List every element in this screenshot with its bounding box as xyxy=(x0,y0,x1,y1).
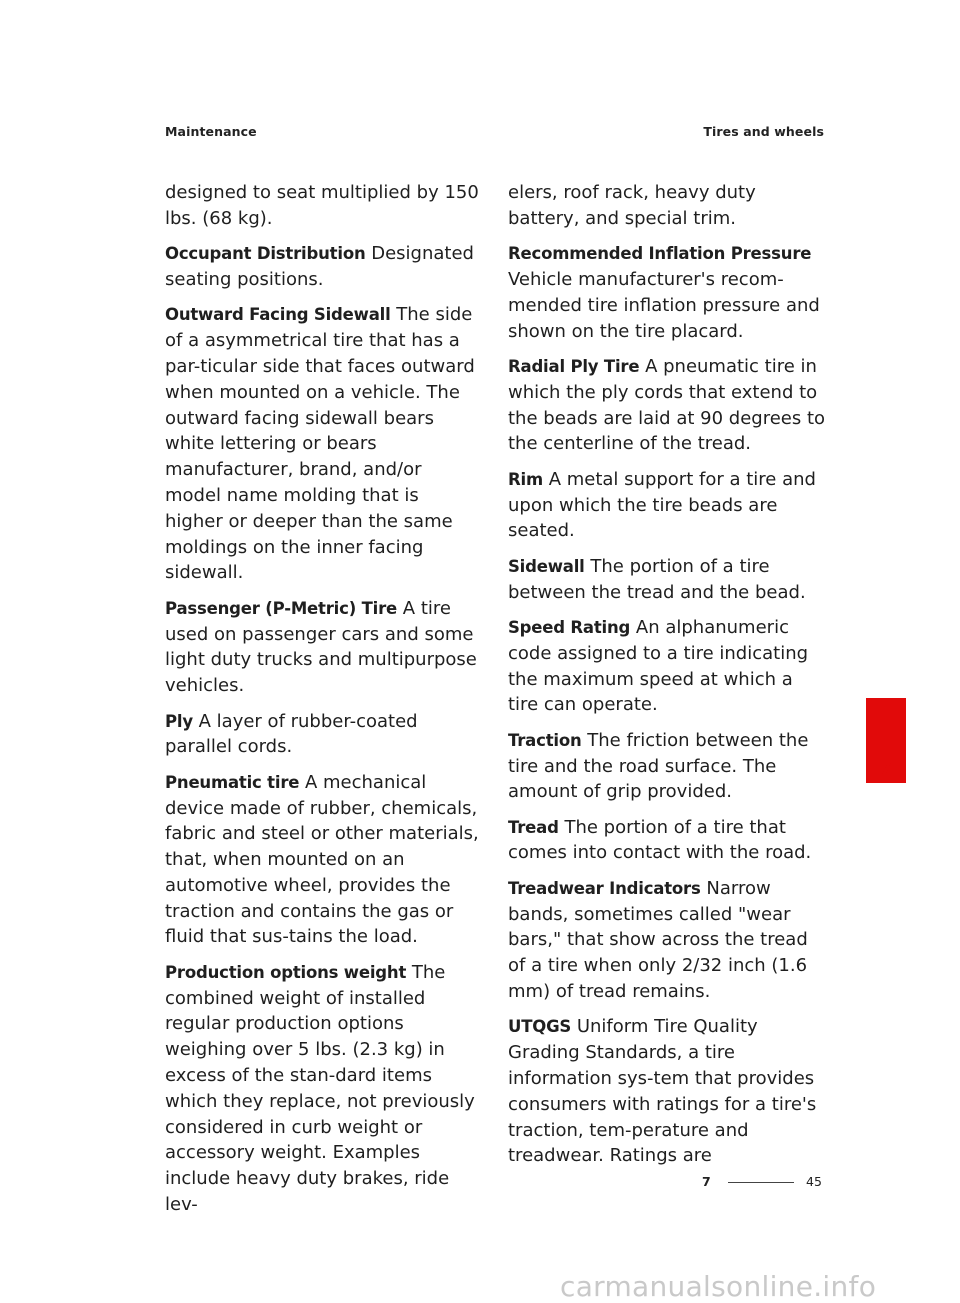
glossary-entry xyxy=(508,354,826,457)
right-column xyxy=(508,180,826,1179)
footer-page-number: 45 xyxy=(806,1174,822,1189)
glossary-term: Rim xyxy=(508,469,543,489)
definition-text: The combined weight of installed regular production options weighing over 5 lbs. (2.3 kg) in excess of the stan-dard items which they replace, not previously considered in curb weight or accessory weight. Examples include heavy duty brakes, ride lev- xyxy=(165,961,475,1216)
definition-text: A layer of rubber-coated parallel cords. xyxy=(165,710,418,758)
glossary-term: Radial Ply Tire xyxy=(508,356,640,376)
glossary-entry xyxy=(165,770,481,951)
glossary-term: Traction xyxy=(508,730,582,750)
glossary-entry xyxy=(508,876,826,1005)
glossary-term: Passenger (P-Metric) Tire xyxy=(165,598,398,618)
glossary-term: Pneumatic tire xyxy=(165,772,300,792)
definition-text: A pneumatic tire in which the ply cords that extend to the beads are laid at 90 degrees to the centerline of the tread. xyxy=(508,355,826,455)
glossary-term: Tread xyxy=(508,817,559,837)
definition-text: A mechanical device made of rubber, chemicals, fabric and steel or other materials, that, when mounted on an automotive wheel, provides the traction and contains the gas or fluid that sus-tains the load. xyxy=(165,771,479,948)
glossary-term: Ply xyxy=(165,711,193,731)
definition-text: designed to seat multiplied by 150 lbs. (68 kg). xyxy=(165,182,479,229)
definition-text: The friction between the tire and the road surface. The amount of grip provided. xyxy=(508,729,809,803)
glossary-term: Sidewall xyxy=(508,556,585,576)
chapter-tab-number: 7 xyxy=(879,758,893,779)
definition-text: The side of a asymmetrical tire that has a par-ticular side that faces outward when mounted on a vehicle. The outward facing sidewall bears white lettering or bears manufacturer, brand, and/or model name molding that is higher or deeper than the same moldings on the inner facing sidewall. xyxy=(165,304,475,584)
glossary-term: Occupant Distribution xyxy=(165,244,366,264)
glossary-entry xyxy=(165,241,481,293)
definition-text: An alphanumeric code assigned to a tire indicating the maximum speed at which a tire can operate. xyxy=(508,616,809,716)
definition-text: elers, roof rack, heavy duty battery, and special trim. xyxy=(508,182,756,229)
glossary-term: UTQGS xyxy=(508,1017,572,1037)
glossary-entry xyxy=(165,180,481,232)
glossary-entry xyxy=(508,554,826,606)
glossary-entry xyxy=(508,815,826,867)
definition-text: Uniform Tire Quality Grading Standards, a tire information sys-tem that provides consumers with ratings for a tire's traction, tem-perature and treadwear. Ratings are xyxy=(508,1016,817,1167)
glossary-entry xyxy=(508,180,826,232)
glossary-entry xyxy=(508,1014,826,1169)
definition-text: Designated seating positions. xyxy=(165,243,474,290)
definition-text: The portion of a tire between the tread and the bead. xyxy=(508,555,806,603)
glossary-term: Production options weight xyxy=(165,962,407,982)
glossary-entry xyxy=(508,241,826,344)
glossary-entry xyxy=(165,596,481,699)
definition-text: Vehicle manufacturer's recom-mended tire inflation pressure and shown on the tire placard. xyxy=(508,268,820,342)
glossary-entry xyxy=(508,615,826,718)
left-column xyxy=(165,180,481,1227)
glossary-entry xyxy=(508,467,826,544)
glossary-entry xyxy=(165,302,481,586)
running-header-section: Maintenance xyxy=(165,124,257,139)
glossary-entry xyxy=(165,709,481,761)
glossary-entry xyxy=(165,960,481,1218)
definition-text: A metal support for a tire and upon which the tire beads are seated. xyxy=(508,468,816,542)
glossary-term: Recommended Inflation Pressure xyxy=(508,244,812,264)
glossary-term: Outward Facing Sidewall xyxy=(165,305,391,325)
definition-text: A tire used on passenger cars and some light duty trucks and multipurpose vehicles. xyxy=(165,597,477,697)
running-header-topic: Tires and wheels xyxy=(703,124,824,139)
footer-divider xyxy=(728,1182,794,1183)
footer-chapter-number: 7 xyxy=(702,1174,711,1189)
glossary-term: Treadwear Indicators xyxy=(508,878,701,898)
definition-text: The portion of a tire that comes into contact with the road. xyxy=(508,816,812,864)
glossary-term: Speed Rating xyxy=(508,617,631,637)
definition-text: Narrow bands, sometimes called "wear bars," that show across the tread of a tire when only 2/32 inch (1.6 mm) of tread remains. xyxy=(508,877,808,1003)
glossary-entry xyxy=(508,728,826,805)
watermark: carmanualsonline.info xyxy=(560,1270,877,1303)
